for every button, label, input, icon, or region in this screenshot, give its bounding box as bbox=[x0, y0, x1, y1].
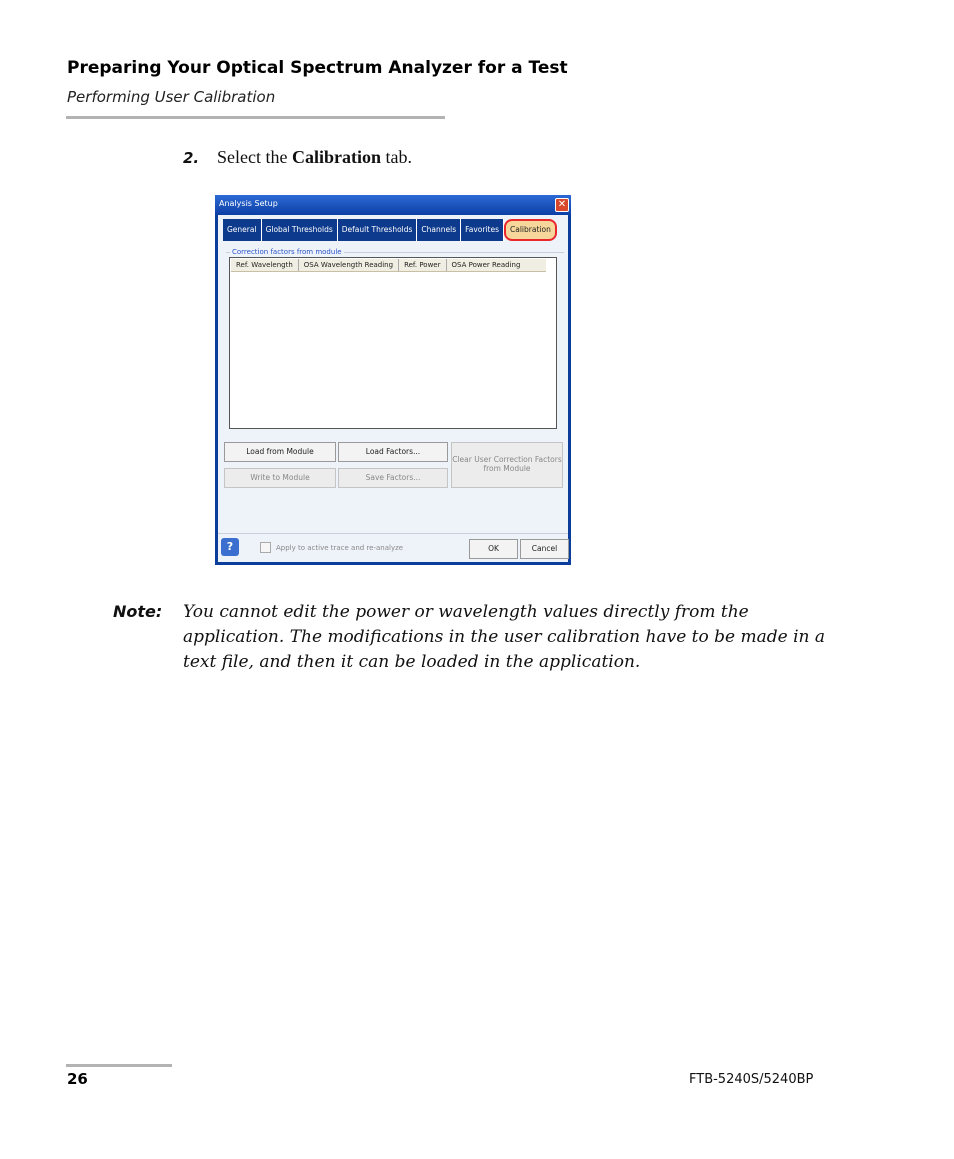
tab-bar bbox=[223, 219, 557, 241]
table-header bbox=[231, 259, 546, 272]
tab-calibration[interactable]: Calibration bbox=[504, 219, 557, 241]
cancel-button[interactable]: Cancel bbox=[520, 539, 569, 559]
analysis-setup-dialog bbox=[215, 195, 571, 565]
correction-factors-table[interactable] bbox=[229, 257, 557, 429]
ok-button[interactable]: OK bbox=[469, 539, 518, 559]
tab-general[interactable]: General bbox=[223, 219, 262, 241]
step-number: 2. bbox=[183, 149, 200, 167]
column-header-osa-wavelength[interactable]: OSA Wavelength Reading bbox=[299, 259, 399, 271]
step-text-before: Select the bbox=[217, 147, 292, 167]
group-label: Correction factors from module bbox=[232, 248, 342, 256]
load-from-module-button[interactable]: Load from Module bbox=[224, 442, 336, 462]
step-text-after: tab. bbox=[381, 147, 412, 167]
note-text: You cannot edit the power or wavelength values directly from the application. The modifications in the user calibration have to be made in a text file, and then it can be loaded in the application. bbox=[183, 602, 826, 672]
tab-channels[interactable]: Channels bbox=[417, 219, 461, 241]
apply-checkbox-label: Apply to active trace and re-analyze bbox=[276, 544, 404, 552]
tab-global-thresholds[interactable]: Global Thresholds bbox=[262, 219, 338, 241]
step-instruction bbox=[183, 147, 412, 168]
column-header-osa-power[interactable]: OSA Power Reading bbox=[451, 261, 521, 269]
dialog-body bbox=[218, 215, 568, 562]
save-factors-button[interactable]: Save Factors... bbox=[338, 468, 448, 488]
product-model: FTB-5240S/5240BP bbox=[689, 1072, 814, 1087]
footer-rule bbox=[66, 1064, 172, 1067]
help-icon[interactable]: ? bbox=[221, 538, 239, 556]
dialog-footer-divider bbox=[218, 533, 568, 534]
clear-user-correction-button[interactable] bbox=[451, 442, 563, 488]
page-number: 26 bbox=[67, 1070, 88, 1088]
dialog-titlebar[interactable] bbox=[215, 195, 571, 215]
column-header-ref-wavelength[interactable]: Ref. Wavelength bbox=[231, 259, 299, 271]
tab-default-thresholds[interactable]: Default Thresholds bbox=[338, 219, 418, 241]
dialog-title: Analysis Setup bbox=[219, 199, 278, 208]
step-text-bold: Calibration bbox=[291, 147, 381, 167]
tab-favorites[interactable]: Favorites bbox=[461, 219, 504, 241]
note-label: Note: bbox=[113, 602, 163, 621]
section-subtitle: Performing User Calibration bbox=[67, 88, 276, 106]
load-factors-button[interactable]: Load Factors... bbox=[338, 442, 448, 462]
chapter-title: Preparing Your Optical Spectrum Analyzer for a Test bbox=[67, 58, 568, 78]
clear-button-line1: Clear User Correction Factors bbox=[452, 455, 562, 464]
header-rule bbox=[66, 116, 445, 119]
apply-checkbox[interactable] bbox=[260, 542, 271, 553]
column-header-ref-power[interactable]: Ref. Power bbox=[399, 259, 446, 271]
close-icon[interactable]: ✕ bbox=[555, 198, 569, 212]
write-to-module-button[interactable]: Write to Module bbox=[224, 468, 336, 488]
clear-button-line2: from Module bbox=[483, 464, 531, 473]
